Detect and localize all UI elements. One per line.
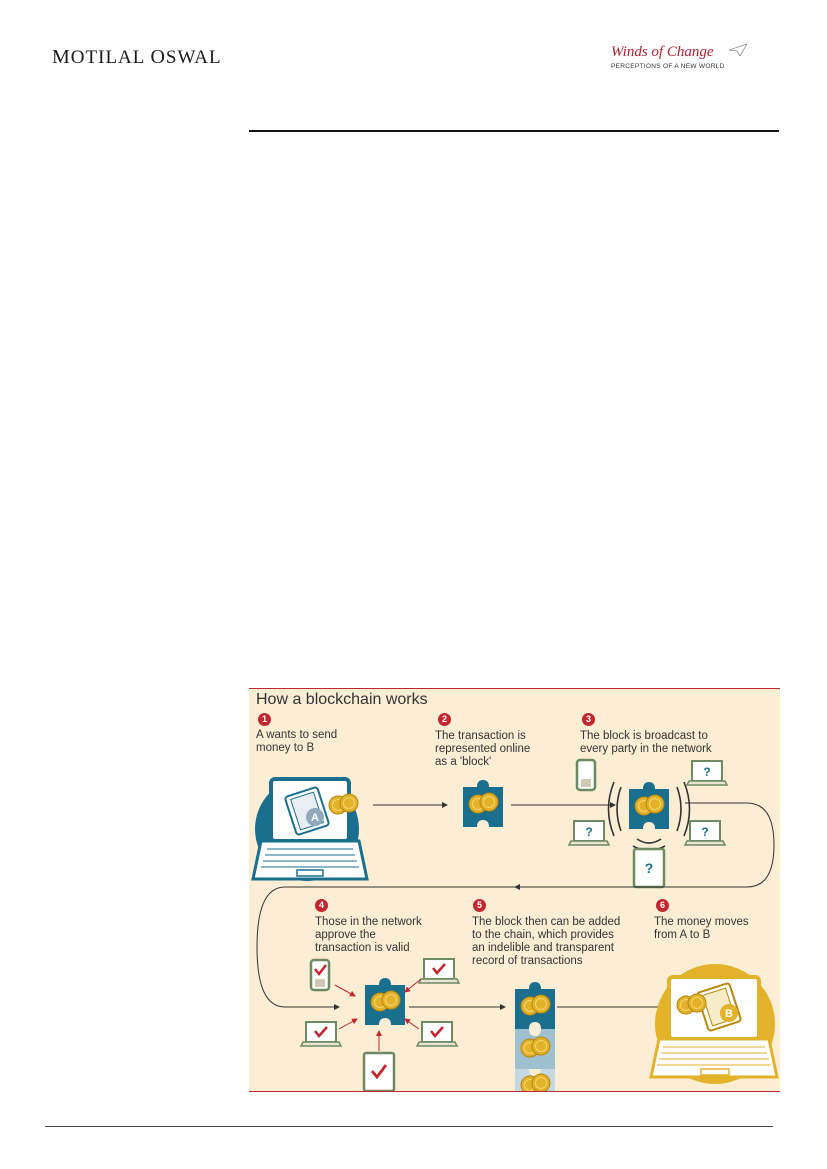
step-4-text xyxy=(315,916,422,955)
step-4-number: 4 xyxy=(315,899,328,912)
infographic-title: How a blockchain works xyxy=(256,691,428,708)
sender-label: A xyxy=(311,812,319,824)
logo-letter-o: O xyxy=(150,46,166,68)
motilal-oswal-logo xyxy=(52,46,222,69)
step-5-line: The block then can be added xyxy=(472,916,621,928)
step-3-number: 3 xyxy=(582,713,595,726)
step-6-text xyxy=(654,916,749,942)
receiver-label: B xyxy=(725,1008,733,1020)
query-mark: ? xyxy=(644,860,654,876)
step-5-text xyxy=(472,916,620,968)
step-2-number: 2 xyxy=(438,713,451,726)
step-4-line: approve the xyxy=(315,929,376,941)
step-1-text xyxy=(256,729,337,755)
step-5-line: an indelible and transparent xyxy=(472,942,614,954)
logo-letter-m: M xyxy=(52,46,71,68)
footer-rule xyxy=(45,1126,773,1127)
step-3-line: The block is broadcast to xyxy=(580,730,708,742)
query-mark: ? xyxy=(585,825,593,839)
step-2-line: as a 'block' xyxy=(435,756,492,768)
step-1-number: 1 xyxy=(258,713,271,726)
receiver-laptop xyxy=(651,964,777,1084)
network-approval xyxy=(301,959,459,1091)
paper-plane-icon xyxy=(729,44,747,56)
header-rule xyxy=(249,130,779,132)
step-2-line: represented online xyxy=(435,743,531,755)
step-6-number: 6 xyxy=(656,899,669,912)
winds-of-change-logo xyxy=(611,44,771,74)
logo-word-otilal: OTILAL xyxy=(70,47,145,68)
step-2-text xyxy=(435,730,530,769)
step-5-number: 5 xyxy=(473,899,486,912)
step-3-text xyxy=(580,730,712,756)
step-2-line: The transaction is xyxy=(435,730,526,742)
query-mark: ? xyxy=(701,825,709,839)
woc-title: Winds of Change xyxy=(611,44,714,60)
blockchain-infographic xyxy=(249,688,780,1092)
sender-laptop xyxy=(253,777,367,881)
logo-word-swal: SWAL xyxy=(165,47,222,68)
step-3-line: every party in the network xyxy=(580,743,712,755)
step-5-line: record of transactions xyxy=(472,955,583,967)
step-6-line: from A to B xyxy=(654,929,711,941)
query-mark: ? xyxy=(703,765,711,779)
broadcast-network xyxy=(569,760,727,887)
block-chain xyxy=(515,982,555,1091)
step-5-line: to the chain, which provides xyxy=(472,929,614,941)
transaction-block xyxy=(463,780,503,827)
step-1-line: A wants to send xyxy=(256,729,338,741)
step-4-line: transaction is valid xyxy=(315,942,410,954)
step-1-line: money to B xyxy=(256,742,315,754)
step-6-line: The money moves xyxy=(654,916,749,928)
woc-subtitle: PERCEPTIONS OF A NEW WORLD xyxy=(611,63,725,70)
step-4-line: Those in the network xyxy=(315,916,422,928)
